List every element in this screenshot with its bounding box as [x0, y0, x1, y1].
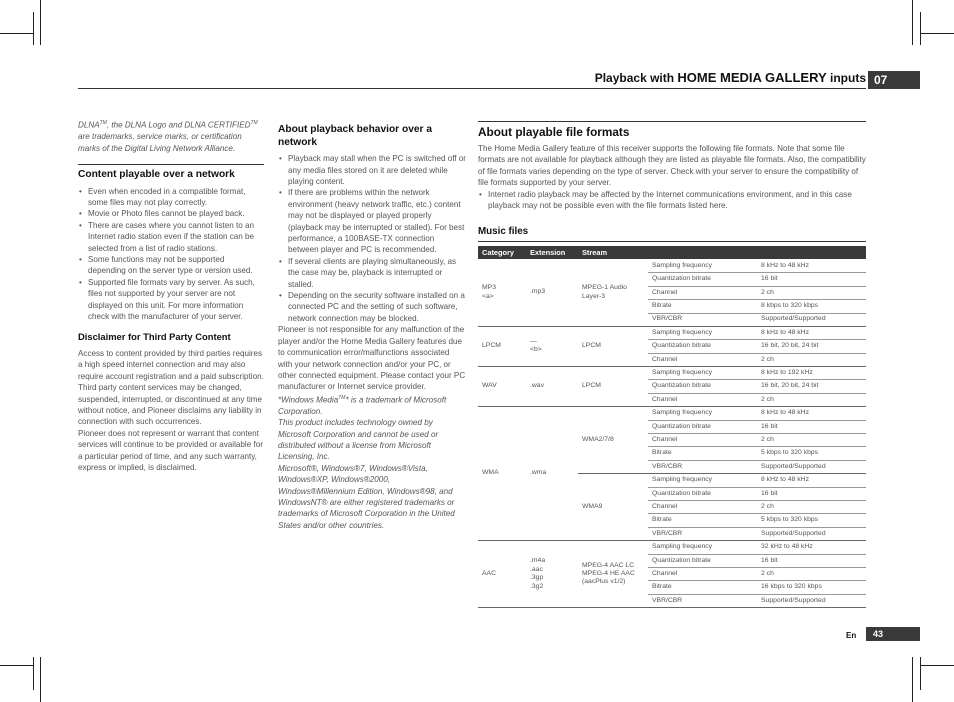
property-cell: Bitrate [648, 300, 757, 313]
middle-column [278, 124, 466, 531]
category-cell: LPCM [478, 326, 526, 366]
value-cell: 8 kHz to 192 kHz [757, 367, 866, 380]
value-cell: 8 kHz to 48 kHz [757, 474, 866, 487]
right-column [478, 121, 866, 608]
disclaimer-paragraph: Access to content provided by third parties requires a high speed internet connection and may also require account registration and a paid subscription. [78, 348, 264, 381]
spacer [78, 322, 264, 331]
playback-behavior-heading: About playback behavior over a network [278, 124, 432, 148]
stream-cell: LPCM [578, 326, 648, 366]
value-cell: 8 kHz to 48 kHz [757, 407, 866, 420]
playback-behavior-list [278, 153, 466, 324]
microsoft-trademark-note: Microsoft®, Windows®7, Windows®Vista, Windows®XP, Windows®2000, Windows®Millennium Edition, Windows®98, and WindowsNT® are either registered trademarks or trademarks of Microsoft Corporation in the United States and/or other countries. [278, 463, 455, 530]
value-cell: 8 kHz to 48 kHz [757, 326, 866, 339]
page-number-badge: 43 [866, 627, 920, 641]
value-cell: Supported/Supported [757, 527, 866, 540]
language-label: En [846, 631, 857, 640]
value-cell: 16 bit, 20 bit, 24 bit [757, 340, 866, 353]
header-title-prefix: Playback with [594, 71, 678, 85]
property-cell: Sampling frequency [648, 474, 757, 487]
property-cell: Channel [648, 567, 757, 580]
crop-mark [40, 657, 41, 702]
list-item: • Some functions may not be supported depending on the server type or version used. [78, 254, 264, 277]
property-cell: Bitrate [648, 514, 757, 527]
property-cell: Quantization bitrate [648, 340, 757, 353]
stream-cell: WMA9 [578, 474, 648, 541]
property-cell: Sampling frequency [648, 407, 757, 420]
column-header: Category [478, 246, 526, 259]
list-item: • Even when encoded in a compatible format, some files may not play correctly. [78, 186, 264, 209]
header-title-main: HOME MEDIA GALLERY [677, 70, 827, 85]
value-cell: 2 ch [757, 434, 866, 447]
stream-cell: WMA2/7/8 [578, 407, 648, 474]
tm-mark: TM [338, 394, 346, 401]
property-cell: Sampling frequency [648, 541, 757, 554]
dlna-trademark-note [78, 118, 264, 154]
value-cell: Supported/Supported [757, 594, 866, 607]
content-playable-list [78, 186, 264, 323]
column-header [648, 246, 757, 259]
value-cell: 5 kbps to 320 kbps [757, 447, 866, 460]
property-cell: VBR/CBR [648, 527, 757, 540]
extension-cell: .m4a .aac .3gp .3g2 [526, 541, 578, 608]
table-header-row [478, 246, 866, 259]
value-cell: 8 kbps to 320 kbps [757, 300, 866, 313]
value-cell: 16 bit [757, 420, 866, 433]
property-cell: Sampling frequency [648, 326, 757, 339]
chapter-badge: 07 [868, 71, 920, 89]
property-cell: Quantization bitrate [648, 420, 757, 433]
property-cell: Channel [648, 434, 757, 447]
value-cell: 5 kbps to 320 kbps [757, 514, 866, 527]
content-playable-heading: Content playable over a network [78, 168, 235, 180]
category-cell: MP3 <a> [478, 259, 526, 326]
value-cell: 8 kHz to 48 kHz [757, 259, 866, 272]
value-cell: 16 bit [757, 487, 866, 500]
playable-formats-intro: The Home Media Gallery feature of this receiver supports the following file formats. Note that some file formats are not available for playback although they are listed as playable file formats. Also, the compatibility of file formats varies depending on the type of server. Check with your server to ensure the compatibility of file formats supported by your server. [478, 144, 866, 188]
page-header-title [480, 70, 866, 89]
wm-text: * is a trademark of Microsoft Corporation. [278, 395, 447, 416]
column-header: Extension [526, 246, 578, 259]
dlna-text: DLNA [78, 120, 100, 130]
crop-mark [920, 665, 954, 666]
column-header [757, 246, 866, 259]
property-cell: Quantization bitrate [648, 487, 757, 500]
category-cell: WMA [478, 407, 526, 541]
crop-mark [33, 657, 34, 690]
property-cell: Quantization bitrate [648, 554, 757, 567]
music-files-heading: Music files [478, 226, 529, 238]
table-body [478, 259, 866, 607]
value-cell: 2 ch [757, 353, 866, 366]
list-item: • There are cases where you cannot listen to an Internet radio station even if the station can be selected from a list of radio stations. [78, 220, 264, 254]
property-cell: VBR/CBR [648, 594, 757, 607]
value-cell: 2 ch [757, 567, 866, 580]
windows-media-note [278, 393, 466, 418]
pioneer-responsibility-note: Pioneer is not responsible for any malfunction of the player and/or the Home Media Gallery features due to communication error/malfunctions associated with your network connection and/or your PC, or other connected equipment. Please contact your PC manufacturer or Internet service provider. [278, 325, 466, 392]
crop-mark [0, 33, 34, 34]
playable-formats-list [478, 189, 866, 212]
crop-mark [920, 657, 921, 690]
list-item: • Depending on the security software installed on a connected PC and the setting of such software, network connection may be blocked. [278, 290, 466, 324]
table-row [478, 541, 866, 554]
value-cell: 2 ch [757, 286, 866, 299]
value-cell: Supported/Supported [757, 460, 866, 473]
property-cell: Bitrate [648, 447, 757, 460]
column-header: Stream [578, 246, 648, 259]
property-cell: VBR/CBR [648, 460, 757, 473]
dlna-text: are trademarks, service marks, or certification marks of the Digital Living Network Alliance. [78, 132, 242, 153]
list-item: • If there are problems within the network environment (heavy network traffic, etc.) content may not be displayed or played properly (playback may be interrupted or stalled). For best performance, a 100BASE-TX connection between player and PC is recommended. [278, 187, 466, 255]
header-title-suffix: inputs [826, 71, 866, 85]
disclaimer-paragraph: Third party content services may be changed, suspended, interrupted, or discontinued at any time without notice, and Pioneer disclaims any liability in connection with such occurrences. [78, 383, 263, 427]
crop-mark [0, 665, 34, 666]
list-item: • Movie or Photo files cannot be played back. [78, 208, 264, 219]
tm-mark: TM [99, 120, 107, 126]
stream-cell: LPCM [578, 367, 648, 407]
value-cell: 16 bit, 20 bit, 24 bit [757, 380, 866, 393]
value-cell: Supported/Supported [757, 313, 866, 326]
tm-mark: TM [250, 120, 258, 126]
section-rule [78, 164, 264, 165]
dlna-text: , the DLNA Logo and DLNA CERTIFIED [106, 120, 251, 130]
category-cell: WAV [478, 367, 526, 407]
list-item: • Playback may stall when the PC is switched off or any media files stored on it are deleted while playing content. [278, 153, 466, 187]
property-cell: Quantization bitrate [648, 380, 757, 393]
property-cell: Sampling frequency [648, 259, 757, 272]
property-cell: VBR/CBR [648, 313, 757, 326]
value-cell: 16 bit [757, 554, 866, 567]
crop-mark [33, 12, 34, 45]
microsoft-license-note: This product includes technology owned by Microsoft Corporation and cannot be used or distributed without a license from Microsoft Licensing, Inc. [278, 418, 439, 462]
table-row [478, 367, 866, 380]
table-row [478, 407, 866, 420]
category-cell: AAC [478, 541, 526, 608]
crop-mark [920, 12, 921, 45]
value-cell: 2 ch [757, 393, 866, 406]
stream-cell: MPEG-1 Audio Layer-3 [578, 259, 648, 326]
value-cell: 16 kbps to 320 kbps [757, 581, 866, 594]
wm-text: *Windows Media [278, 395, 339, 405]
value-cell: 32 kHz to 48 kHz [757, 541, 866, 554]
table-row [478, 326, 866, 339]
header-rule [78, 88, 866, 89]
property-cell: Sampling frequency [648, 367, 757, 380]
crop-mark [920, 33, 954, 34]
extension-cell: .mp3 [526, 259, 578, 326]
property-cell: Channel [648, 500, 757, 513]
property-cell: Channel [648, 353, 757, 366]
list-item: • Internet radio playback may be affected by the Internet communications environment, and in this case playback may not be possible even with the file formats listed here. [478, 189, 866, 212]
disclaimer-heading: Disclaimer for Third Party Content [78, 331, 231, 343]
crop-mark [40, 0, 41, 45]
property-cell: Quantization bitrate [648, 273, 757, 286]
crop-mark [912, 657, 913, 702]
crop-mark [912, 0, 913, 45]
disclaimer-paragraph: Pioneer does not represent or warrant that content services will continue to be provided or available for a particular period of time, and any such warranty, express or implied, is disclaimed. [78, 428, 263, 473]
property-cell: Bitrate [648, 581, 757, 594]
extension-cell: — <b> [526, 326, 578, 366]
value-cell: 2 ch [757, 500, 866, 513]
property-cell: Channel [648, 286, 757, 299]
spacer [478, 211, 866, 225]
property-cell: Channel [648, 393, 757, 406]
stream-cell: MPEG-4 AAC LC MPEG-4 HE AAC (aacPlus v1/2) [578, 541, 648, 608]
extension-cell: .wma [526, 407, 578, 541]
playable-formats-heading: About playable file formats [478, 125, 630, 139]
value-cell: 16 bit [757, 273, 866, 286]
list-item: • If several clients are playing simultaneously, as the case may be, playback is interrupted or stalled. [278, 256, 466, 290]
music-formats-table [478, 246, 866, 608]
list-item: • Supported file formats vary by server. As such, files not supported by your server are not displayed on this unit. For more information check with the manufacturer of your server. [78, 277, 264, 323]
table-row [478, 259, 866, 272]
left-column [78, 118, 264, 473]
extension-cell: .wav [526, 367, 578, 407]
